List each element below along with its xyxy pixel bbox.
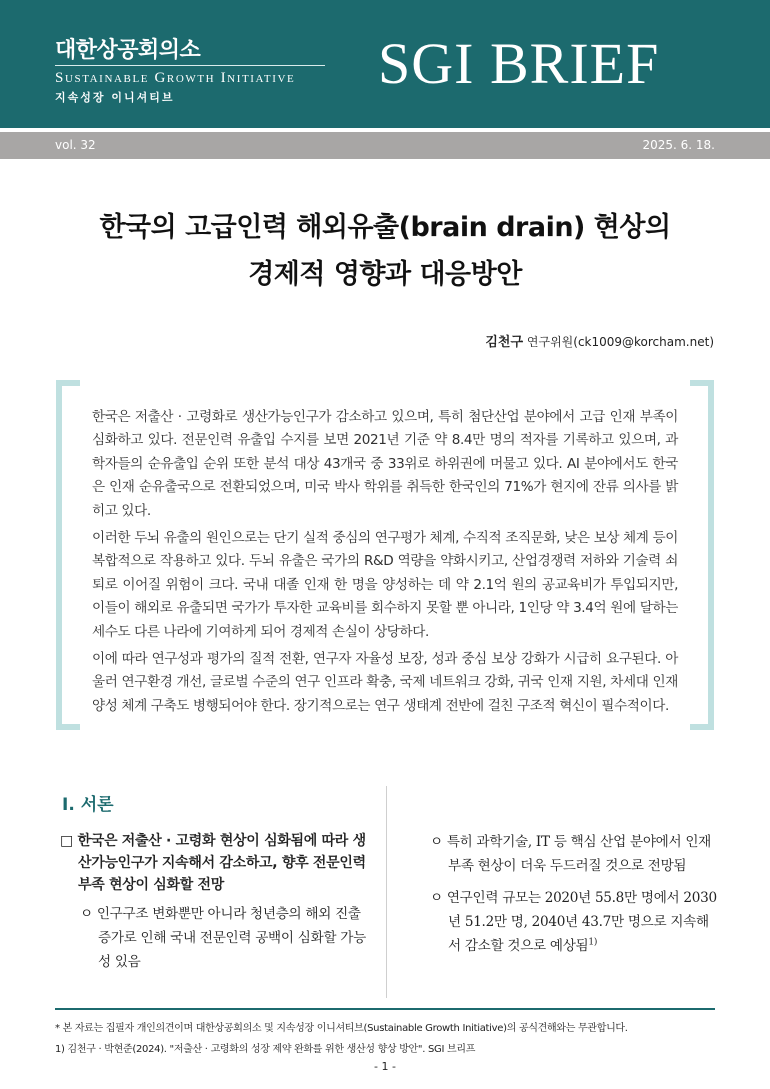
summary-paragraph: 한국은 저출산 · 고령화로 생산가능인구가 감소하고 있으며, 특히 첨단산업 분야에서 고급 인재 부족이 심화하고 있다. 전문인력 유출입 수지를 보면 2021년 기준 약 8.4만 명의 적자를 기록하고 있으며, 과학자들의 순유출입 순위 또한 분석 대상 43개국 중 33위로 하위권에 머물고 있다. AI 분야에서도 한국은 인재 순유출국으로 전환되었으며, 미국 박사 학위를 취득한 한국인의 71%가 현지에 잔류 의사를 밝히고 있다. — [92, 409, 678, 519]
author-role-email: 연구위원(ck1009@korcham.net) — [526, 335, 714, 349]
footnote-divider — [55, 1008, 715, 1010]
volume-label: vol. 32 — [55, 138, 96, 152]
org-name-korean: 대한상공회의소 — [55, 38, 201, 63]
issue-bar — [0, 132, 770, 159]
summary-paragraph: 이에 따라 연구성과 평가의 질적 전환, 연구자 자율성 보장, 성과 중심 보상 강화가 시급히 요구된다. 아울러 연구환경 개선, 글로벌 수준의 연구 인프라 확충, 국제 네트워크 강화, 귀국 인재 지원, 차세대 인재양성 체계 구축도 병행되어야 한다. 장기적으로는 연구 생태계 전반에 걸친 구조적 혁신이 필수적이다. — [92, 651, 678, 714]
disclaimer-note: * 본 자료는 집필자 개인의견이며 대한상공회의소 및 지속성장 이니셔티브(Sustainable Growth Initiative)의 공식견해와는 무관합니다. — [55, 1023, 628, 1034]
column-divider — [386, 786, 387, 998]
document-title-line2: 경제적 영향과 대응방안 — [248, 259, 522, 290]
page-number: - 1 - — [374, 1060, 396, 1073]
sub-bullet: ㅇ 특히 과학기술, IT 등 핵심 산업 분야에서 인재 부족 현상이 더욱 두드러질 것으로 전망됨 — [430, 834, 711, 874]
bracket-side-right — [708, 380, 714, 730]
footnote-marker: 1) — [588, 937, 598, 948]
header-banner — [0, 0, 770, 128]
sub-bullet-text: ㅇ 연구인력 규모는 2020년 55.8만 명에서 2030년 51.2만 명, 2040년 43.7만 명으로 지속해서 감소할 것으로 예상됨 — [430, 890, 717, 954]
summary-paragraph: 이러한 두뇌 유출의 원인으로는 단기 실적 중심의 연구평가 체계, 수직적 조직문화, 낮은 보상 체계 등이 복합적으로 작용하고 있다. 두뇌 유출은 국가의 R&D 역량을 약화시키고, 산업경쟁력 저하와 기술력 쇠퇴로 이어질 위험이 크다. 국내 대졸 인재 한 명을 양성하는 데 약 2.1억 원의 공교육비가 투입되지만, 이들이 해외로 유출되면 국가가 투자한 교육비를 회수하지 못할 뿐 아니라, 1인당 약 3.4억 원에 달하는 세수도 다른 나라에 기여하게 되어 경제적 손실이 상당하다. — [92, 530, 678, 640]
author-line — [485, 331, 714, 350]
issue-date: 2025. 6. 18. — [642, 138, 715, 152]
reference-note: 1) 김천구 · 박현준(2024). "저출산 · 고령화의 성장 제약 완화를 위한 생산성 향상 방안". SGI 브리프 — [55, 1044, 476, 1055]
section-title: Ⅰ. 서론 — [62, 795, 114, 815]
sub-bullet-with-footnote — [428, 886, 718, 958]
sub-bullet: ㅇ 인구구조 변화뿐만 아니라 청년층의 해외 진출 증가로 인해 국내 전문인력 공백이 심화할 가능성 있음 — [80, 906, 366, 970]
right-column — [428, 830, 718, 966]
org-subname-korean: 지속성장 이니셔티브 — [55, 91, 175, 104]
left-column — [60, 830, 370, 982]
org-name-english: Sustainable Growth Initiative — [55, 70, 296, 86]
bracket-side-left — [56, 380, 62, 730]
summary-text — [92, 406, 678, 722]
author-name: 김천구 — [485, 335, 524, 350]
brand-title: SGI BRIEF — [378, 31, 660, 96]
org-divider — [55, 65, 325, 66]
document-title-line1: 한국의 고급인력 해외유출(brain drain) 현상의 — [99, 212, 671, 243]
summary-box — [56, 380, 714, 730]
headline-bullet: □ 한국은 저출산 · 고령화 현상이 심화됨에 따라 생산가능인구가 지속해서 감소하고, 향후 전문인력 부족 현상이 심화할 전망 — [60, 833, 366, 893]
